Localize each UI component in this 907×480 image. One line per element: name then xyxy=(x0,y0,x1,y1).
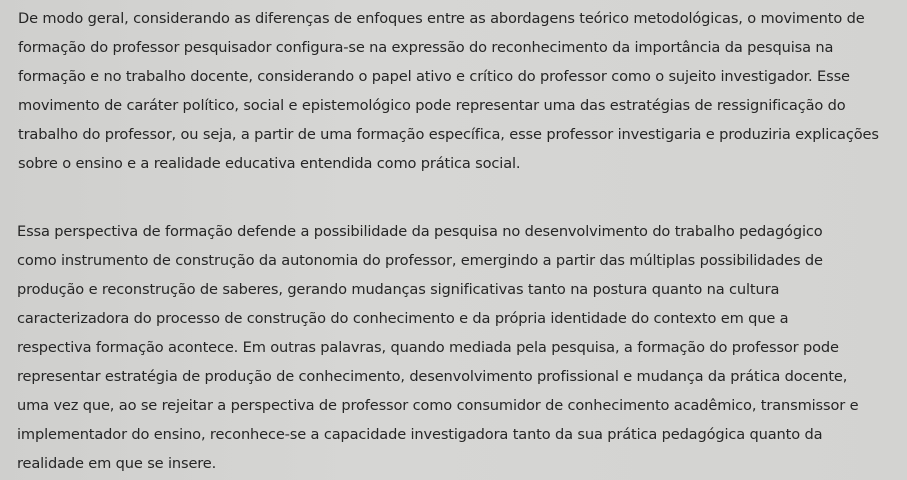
paragraph-2-line: uma vez que, ao se rejeitar a perspectiva de professor como consumidor de conhecimento acadêmico, transmissor e xyxy=(17,397,859,414)
paragraph-2-line: representar estratégia de produção de conhecimento, desenvolvimento profissional e mudança da prática docente, xyxy=(17,368,848,385)
paragraph-1-line: movimento de caráter político, social e epistemológico pode representar uma das estratégias de ressignificação do xyxy=(18,97,846,114)
paragraph-1 xyxy=(18,4,898,178)
paragraph-1-line: De modo geral, considerando as diferenças de enfoques entre as abordagens teórico metodológicas, o movimento de xyxy=(18,10,865,27)
paragraph-1-line: sobre o ensino e a realidade educativa entendida como prática social. xyxy=(18,155,521,172)
paragraph-2-line: Essa perspectiva de formação defende a possibilidade da pesquisa no desenvolvimento do trabalho pedagógico xyxy=(17,223,823,240)
paragraph-2-line: respectiva formação acontece. Em outras palavras, quando mediada pela pesquisa, a formação do professor pode xyxy=(17,339,839,356)
paragraph-2 xyxy=(17,217,897,478)
paragraph-2-line: caracterizadora do processo de construção do conhecimento e da própria identidade do contexto em que a xyxy=(17,310,789,327)
paragraph-1-line: formação e no trabalho docente, considerando o papel ativo e crítico do professor como o sujeito investigador. Esse xyxy=(18,68,850,85)
paragraph-2-line: realidade em que se insere. xyxy=(17,455,217,472)
paragraph-1-line: formação do professor pesquisador configura-se na expressão do reconhecimento da importância da pesquisa na xyxy=(18,39,834,56)
paragraph-2-line: como instrumento de construção da autonomia do professor, emergindo a partir das múltiplas possibilidades de xyxy=(17,252,823,269)
paragraph-2-line: implementador do ensino, reconhece-se a capacidade investigadora tanto da sua prática pedagógica quanto da xyxy=(17,426,823,443)
paragraph-2-line: produção e reconstrução de saberes, gerando mudanças significativas tanto na postura quanto na cultura xyxy=(17,281,780,298)
paragraph-1-line: trabalho do professor, ou seja, a partir de uma formação específica, esse professor investigaria e produziria explicações xyxy=(18,126,879,143)
